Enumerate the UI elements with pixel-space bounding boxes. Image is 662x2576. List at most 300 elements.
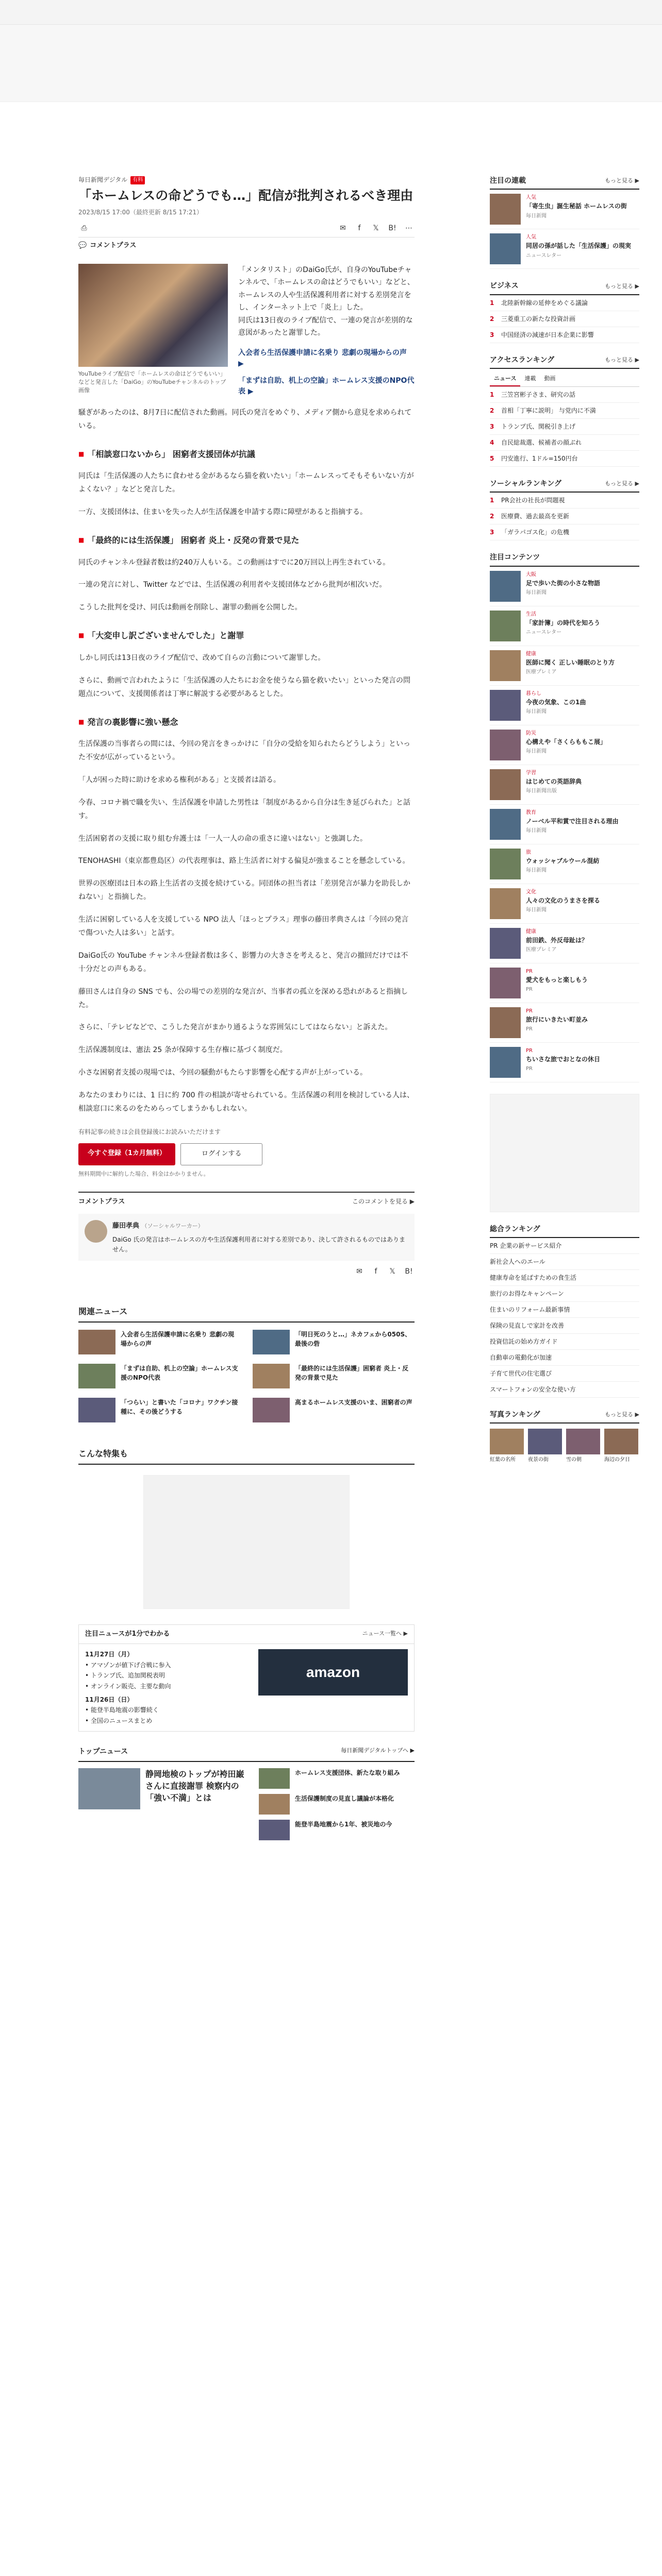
sidebar-list-item[interactable] (490, 435, 639, 451)
sidebar-more-link[interactable]: もっと見る ▶ (605, 282, 639, 290)
article-date: 2023/8/15 17:00（最終更新 8/15 17:21） (78, 208, 203, 216)
commenter-meta: （ソーシャルワーカー） (141, 1223, 204, 1230)
sidebar-list-block (490, 478, 639, 540)
ranking-tab[interactable]: ニュース (490, 372, 520, 386)
top-news-sub-thumb[interactable] (259, 1794, 290, 1815)
sidebar-feature-title[interactable]: 「家計簿」の時代を知ろう (526, 619, 601, 626)
top-news-header (78, 1746, 415, 1761)
top-news-sub-item[interactable] (259, 1820, 415, 1840)
sidebar-feature-source: 毎日新聞 (526, 827, 547, 834)
related-news-thumb[interactable] (253, 1364, 290, 1388)
commenter-name: 藤田孝典 (112, 1222, 140, 1230)
sidebar-list-item[interactable] (490, 1318, 639, 1334)
photo-ranking-thumb[interactable] (528, 1429, 562, 1454)
rank-number: 3 (490, 422, 494, 430)
top-news-main-title[interactable]: 静岡地検のトップが袴田巌さんに直接謝罪 検察内の「強い不満」とは (145, 1769, 244, 1803)
article-paragraph: 同氏のチャンネル登録者数は約240万人もいる。この動画はすでに20万回以上再生されている。 (78, 558, 390, 567)
section-marker-icon: ■ (78, 718, 85, 725)
sidebar-block-title: ビジネス (490, 282, 519, 291)
sidebar-feature-text (526, 928, 588, 959)
sidebar-list-item[interactable] (490, 1302, 639, 1318)
comment-plus-header[interactable] (78, 241, 415, 251)
sidebar-block-header (490, 1224, 639, 1238)
sidebar-list-item-text[interactable]: 健康寿命を延ばすための食生活 (490, 1274, 577, 1281)
sidebar (490, 175, 639, 1464)
related-news-item[interactable] (78, 1398, 240, 1422)
sidebar-feature-kicker: 防災 (526, 730, 536, 736)
sidebar-feature-title[interactable]: 心構えや「さくらももこ展」 (526, 738, 607, 745)
sidebar-feature-text (526, 888, 600, 919)
sidebar-list-item-text[interactable]: 投資信託の始め方ガイド (490, 1337, 558, 1345)
top-news-sub-item[interactable] (259, 1794, 415, 1815)
sidebar-block-header (490, 1409, 639, 1423)
top-news-sub-thumb[interactable] (259, 1820, 290, 1840)
comment-plus-more-link[interactable]: このコメントを見る ▶ (352, 1198, 415, 1206)
sidebar-feature-thumb[interactable] (490, 611, 521, 641)
related-news-title[interactable]: 「つらい」と書いた「コロナ」ワクチン接種に、その後どうする (121, 1399, 238, 1416)
sidebar-block-header (490, 354, 639, 369)
sidebar-list-item-text[interactable]: 「ガラパゴス化」の危機 (501, 529, 570, 536)
related-news-item[interactable] (253, 1398, 415, 1422)
timeline-item[interactable]: • 全国のニュースまとめ (85, 1717, 153, 1724)
related-news-item[interactable] (78, 1364, 240, 1388)
top-news-sub-thumb[interactable] (259, 1768, 290, 1789)
main-column (78, 175, 415, 1845)
paid-badge: 有料 (130, 176, 145, 184)
rank-number: 2 (490, 513, 494, 520)
sidebar-feature-source: 毎日新聞 (526, 213, 547, 219)
top-news-main[interactable] (78, 1768, 249, 1845)
comment-plus-box (78, 1192, 415, 1261)
sidebar-feature-thumb[interactable] (490, 968, 521, 998)
sidebar-feature-title[interactable]: 前田鉄、外反母趾は？ (526, 936, 588, 944)
sidebar-feature-item[interactable] (490, 725, 639, 765)
photo-ranking-item[interactable] (528, 1429, 562, 1464)
commenter-avatar (85, 1220, 107, 1243)
sidebar-feature-title[interactable]: 「寄生虫」誕生秘話 ホームレスの街 (526, 202, 627, 210)
in-article-ad[interactable] (143, 1475, 350, 1609)
sidebar-list-item-text[interactable]: 三笠宮彬子さま、研究の話 (501, 391, 576, 398)
kicker-source[interactable]: 毎日新聞デジタル (78, 176, 128, 183)
sidebar-list-item[interactable] (490, 493, 639, 509)
timeline-more-link[interactable]: ニュース一覧へ ▶ (362, 1630, 408, 1637)
photo-ranking-caption[interactable]: 雪の朝 (566, 1457, 582, 1463)
related-news-title[interactable]: 「明日死のうと…」ネカフェから050S、最後の砦 (295, 1331, 411, 1348)
sidebar-feature-item[interactable] (490, 229, 639, 269)
article-paragraph: 同氏は「生活保護の人たちに食わせる金があるなら猫を救いたい」「ホームレスってそもそもいない方がよくない？」などと発言した。 (78, 472, 414, 494)
sidebar-feature-item[interactable] (490, 963, 639, 1003)
article-paragraph: 生活困窮者の支援に取り組む弁護士は「一人一人の命の重さに違いはない」と強調した。 (78, 834, 367, 843)
sidebar-feature-kicker: 暮らし (526, 690, 541, 697)
paywall-buttons (78, 1143, 415, 1165)
sidebar-feature-text (526, 650, 615, 681)
sidebar-feature-title[interactable]: 同居の孫が話した「生活保護」の現実 (526, 242, 632, 250)
sidebar-feature-text (526, 571, 600, 602)
article-paragraph: さらに、動画で言われたように「生活保護の人たちにお金を使うなら猫を救いたい」といった発言の問題点について、支援関係者は丁寧に解説する必要があるとした。 (78, 676, 410, 698)
top-news-more-link[interactable]: 毎日新聞デジタルトップへ ▶ (341, 1747, 415, 1754)
related-news-thumb[interactable] (253, 1398, 290, 1422)
timeline-list (85, 1649, 171, 1726)
sidebar-feature-thumb[interactable] (490, 1047, 521, 1078)
sidebar-list-item-text[interactable]: 医療費、過去最高を更新 (501, 513, 570, 520)
sidebar-feature-item[interactable] (490, 1003, 639, 1043)
sidebar-list (490, 387, 639, 467)
share-bar (78, 223, 415, 238)
sidebar-feature-thumb[interactable] (490, 650, 521, 681)
comment-plus-label: コメントプラス (90, 242, 137, 250)
sidebar-feature-thumb[interactable] (490, 730, 521, 760)
comment-plus-box-header (78, 1197, 415, 1208)
photo-ranking-item[interactable] (490, 1429, 524, 1464)
comment-icon: 💬 (78, 242, 87, 250)
sidebar-feature-item[interactable] (490, 924, 639, 963)
inline-related-links (238, 348, 415, 397)
sidebar-block-header (490, 478, 639, 493)
section-marker-icon: ■ (78, 536, 85, 544)
sidebar-more-link[interactable]: もっと見る ▶ (605, 480, 639, 487)
sidebar-feature-text (526, 849, 600, 879)
timeline-date: 11月27日（月） (85, 1651, 134, 1658)
lead-paragraph: 同氏は13日夜のライブ配信で、一連の発言が差別的な意図があったと謝罪した。 (238, 316, 413, 337)
sidebar-more-link[interactable]: もっと見る ▶ (605, 1411, 639, 1418)
sidebar-feature-source: ニュースレター (526, 252, 562, 259)
sidebar-feature-text (526, 769, 582, 800)
sidebar-list-item[interactable] (490, 1270, 639, 1286)
article-paragraph: あなたのまわりには、1 日に約 700 件の相談が寄せられている。生活保護の利用を検討している人は、相談窓口に来るのをためらってしまうかもしれない。 (78, 1091, 414, 1113)
facebook-icon[interactable]: f (374, 1267, 377, 1276)
lead-photo[interactable] (78, 264, 228, 397)
article-paragraph: しかし同氏は13日夜のライブ配信で、改めて自らの言動について謝罪した。 (78, 653, 325, 662)
sidebar-block-title: 注目の連載 (490, 177, 526, 185)
comment-plus-title: コメントプラス (78, 1198, 125, 1206)
top-news-sub-item[interactable] (259, 1768, 415, 1789)
photo-ranking-thumb[interactable] (604, 1429, 638, 1454)
x-icon[interactable]: 𝕏 (373, 224, 379, 232)
sidebar-list-item[interactable] (490, 1350, 639, 1366)
related-news-title[interactable]: 「まずは自助、机上の空論」ホームレス支援のNPO代表 (121, 1365, 238, 1382)
article-paragraph: 一方、支援団体は、住まいを失った人が生活保護を申請する際に障壁があると指摘する。 (78, 508, 367, 517)
sidebar-pr-list (490, 1224, 639, 1398)
sidebar-feature-text (526, 194, 627, 225)
sidebar-serial (490, 175, 639, 269)
sidebar-list-block (490, 354, 639, 467)
sidebar-list-item[interactable] (490, 327, 639, 343)
sidebar-feature-title[interactable]: 今夜の気象、この1曲 (526, 698, 586, 706)
sidebar-list-item-text[interactable]: 保険の見直しで家計を改善 (490, 1321, 565, 1329)
sidebar-feature-title[interactable]: ちいさな旅でおとなの休日 (526, 1055, 601, 1063)
sidebar-more-link[interactable]: もっと見る ▶ (605, 177, 639, 184)
article-paragraph: 騒ぎがあったのは、8月7日に配信された動画。同氏の発言をめぐり、メディア側から意見を求められている。 (78, 408, 412, 430)
sidebar-list-item[interactable] (490, 403, 639, 419)
sidebar-feature-thumb[interactable] (490, 1007, 521, 1038)
section-heading (78, 534, 415, 547)
sidebar-list-item-text[interactable]: 中国経済の減速が日本企業に影響 (501, 331, 594, 338)
sidebar-feature-item[interactable] (490, 844, 639, 884)
sidebar-feature-item[interactable] (490, 686, 639, 725)
login-button[interactable]: ログインする (180, 1143, 262, 1165)
section-marker-icon: ■ (78, 450, 85, 457)
sidebar-list-item-text[interactable]: 三菱重工の新たな投資計画 (501, 315, 576, 323)
sidebar-ad[interactable] (490, 1094, 639, 1212)
sidebar-list-item[interactable] (490, 524, 639, 540)
sidebar-feature-thumb[interactable] (490, 769, 521, 800)
article-paragraph: 藤田さんは自身の SNS でも、公の場での差別的な発言が、当事者の孤立を深める恐れがあると指摘した。 (78, 987, 408, 1009)
sidebar-feature-title[interactable]: 医師に聞く 正しい睡眠のとり方 (526, 658, 615, 666)
article-kicker (78, 175, 415, 185)
sidebar-list-item-text[interactable]: PR 企業の新サービス紹介 (490, 1242, 562, 1249)
section-heading (78, 716, 415, 729)
rank-number: 1 (490, 497, 494, 504)
sidebar-list-item[interactable] (490, 387, 639, 403)
sidebar-feature-thumb[interactable] (490, 571, 521, 602)
sidebar-list-item[interactable] (490, 1334, 639, 1350)
related-news-thumb[interactable] (78, 1364, 115, 1388)
sidebar-feature-kicker: 大阪 (526, 571, 536, 578)
photo-ranking-item[interactable] (566, 1429, 600, 1464)
sidebar-feature-source: 毎日新聞出版 (526, 788, 557, 794)
sidebar-feature-source: PR (526, 986, 533, 992)
inline-related-link[interactable]: 入会者ら生活保護申請に名乗り 悲劇の現場からの声 ▶ (238, 348, 407, 368)
sidebar-block-header (490, 280, 639, 295)
rank-number: 2 (490, 406, 494, 414)
ranking-tab[interactable]: 動画 (544, 375, 556, 382)
photo-ranking-strip (490, 1429, 639, 1464)
sidebar-feature-item[interactable] (490, 190, 639, 229)
paywall-small-note: 無料期間中に解約した場合、料金はかかりません。 (78, 1170, 209, 1177)
x-icon[interactable]: 𝕏 (389, 1267, 395, 1276)
timeline-header (79, 1625, 414, 1645)
article-paragraph: 生活保護の当事者らの間には、今回の発言をきっかけに「自分の受給を知られたらどうしよう」といった不安が広がっているという。 (78, 740, 410, 761)
sidebar-feature-kicker: PR (526, 1047, 533, 1054)
sidebar-block-title: 写真ランキング (490, 1410, 540, 1419)
sidebar-feature-item[interactable] (490, 884, 639, 924)
sidebar-feature-title[interactable]: ウォッシャブルウール混紡 (526, 857, 600, 865)
timeline-item[interactable]: • アマゾンが値下げ合戦に参入 (85, 1661, 171, 1669)
sidebar-feature-title[interactable]: 人々の文化のうまさを探る (526, 896, 601, 904)
article-paragraph: さらに、「テレビなどで、こうした発言がまかり通るような雰囲気にしてはならない」と訴えた。 (78, 1023, 392, 1032)
sidebar-feature-title[interactable]: 愛犬をもっと楽しもう (526, 976, 588, 984)
section-heading (78, 448, 415, 461)
sidebar-list-item[interactable] (490, 311, 639, 327)
sidebar-feature-source: PR (526, 1026, 533, 1032)
rank-number: 3 (490, 529, 494, 536)
sidebar-list-item-text[interactable]: 旅行のお得なキャンペーン (490, 1290, 564, 1297)
sidebar-list-block (490, 280, 639, 343)
article-title: 「ホームレスの命どうでも…」配信が批判されるべき理由 (78, 188, 413, 204)
article-paragraph: 一連の発言に対し、Twitter などでは、生活保護の利用者や支援団体などから批判が相次いだ。 (78, 581, 387, 589)
sidebar-feature-text (526, 611, 600, 641)
sidebar-feature-text (526, 730, 606, 760)
sidebar-list-item-text[interactable]: 北陸新幹線の延伸をめぐる議論 (501, 299, 588, 307)
related-news-thumb[interactable] (78, 1398, 115, 1422)
lead-paragraph: 「メンタリスト」のDaiGo氏が、自身のYouTubeチャンネルで、「ホームレスの命はどうでもいい」などと、ホームレスの人や生活保護利用者に対する差別発言をし、インターネット上で「炎上」した。 (238, 265, 415, 312)
rank-number: 1 (490, 299, 494, 307)
section-heading-text: 「最終的には生活保護」 困窮者 炎上・反発の背景で見た (87, 535, 300, 545)
article-paragraph: 世界の医療団は日本の路上生活者の支援を続けている。同団体の担当者は「差別発言が暴力を助長しかねない」と指摘した。 (78, 879, 410, 902)
sidebar-list-item[interactable] (490, 1382, 639, 1398)
related-news-title: 関連ニュース (78, 1305, 415, 1323)
sidebar-feature-source: 毎日新聞 (526, 867, 547, 873)
related-news-item[interactable] (253, 1364, 415, 1388)
sidebar-feature-kicker: 旅 (526, 849, 531, 855)
ranking-tab[interactable]: 連載 (524, 375, 536, 382)
sidebar-feature-kicker: 学習 (526, 770, 536, 776)
sidebar-block-title: 総合ランキング (490, 1225, 540, 1233)
section-heading-text: 「大変申し訳ございませんでした」と謝罪 (87, 631, 244, 641)
sidebar-list-item[interactable] (490, 1286, 639, 1302)
related-news-title[interactable]: 「最終的には生活保護」困窮者 炎上・反発の背景で見た (295, 1365, 409, 1382)
sidebar-feature-thumb[interactable] (490, 233, 521, 264)
photo-ranking-thumb[interactable] (566, 1429, 600, 1454)
sidebar-block-title: ソーシャルランキング (490, 479, 562, 488)
more-share-icon[interactable]: ⋯ (405, 224, 412, 232)
sidebar-more-link[interactable]: もっと見る ▶ (605, 357, 639, 364)
photo-ranking-caption[interactable]: 紅葉の名所 (490, 1457, 516, 1463)
amazon-ad[interactable]: amazon (258, 1649, 408, 1696)
article-paragraph: 今春、コロナ禍で職を失い、生活保護を申請した男性は「制度があるから自分は生き延びられた」と話す。 (78, 798, 410, 820)
lead-photo-image[interactable] (78, 264, 228, 367)
sidebar-list-item[interactable] (490, 1366, 639, 1382)
sidebar-feature-text (526, 233, 631, 264)
photo-ranking-caption[interactable]: 夜景の街 (528, 1457, 549, 1463)
sidebar-feature-thumb[interactable] (490, 690, 521, 721)
sidebar-feature-item[interactable] (490, 646, 639, 686)
sidebar-list-item-text[interactable]: 住まいのリフォーム最新事情 (490, 1306, 570, 1313)
sidebar-feature-source: ニュースレター (526, 629, 562, 635)
related-news-thumb[interactable] (78, 1330, 115, 1354)
sidebar-list-item[interactable] (490, 1254, 639, 1270)
timeline-item[interactable]: • 能登半島地震の影響続く (85, 1706, 159, 1714)
photo-ranking-item[interactable] (604, 1429, 638, 1464)
sidebar-feature-source: 毎日新聞 (526, 589, 547, 596)
sidebar-feature-source: 毎日新聞 (526, 708, 547, 715)
sidebar-feature-kicker: 健康 (526, 928, 536, 935)
sidebar-feature-text (526, 968, 588, 998)
sidebar-list-item-text[interactable]: 円安進行、1ドル=150円台 (501, 454, 578, 462)
sidebar-feature-item[interactable] (490, 1043, 639, 1082)
sidebar-feature-thumb[interactable] (490, 809, 521, 840)
sidebar-list-item[interactable] (490, 509, 639, 524)
timeline-item[interactable]: • オンライン販売、主要な動向 (85, 1682, 171, 1690)
sidebar-content (490, 552, 639, 1082)
sidebar-list-item-text[interactable]: PR会社の社長が問題視 (501, 497, 565, 504)
inline-related-link[interactable]: 「まずは自助、机上の空論」ホームレス支援のNPO代表 ▶ (238, 376, 415, 396)
sidebar-feature-item[interactable] (490, 765, 639, 805)
section-heading (78, 629, 415, 642)
print-icon[interactable]: ⎙ (81, 224, 87, 232)
top-news-sub-title[interactable]: 生活保護制度の見直し議論が本格化 (295, 1794, 394, 1802)
sidebar-feature-title[interactable]: ノーベル平和賞で注目される理由 (526, 817, 619, 825)
sidebar-feature-kicker: PR (526, 1008, 533, 1014)
sidebar-block-header (490, 175, 639, 190)
top-news-sub-title[interactable]: ホームレス支援団体、新たな取り組み (295, 1769, 400, 1776)
sidebar-feature-item[interactable] (490, 606, 639, 646)
hatena-bookmark-icon[interactable]: B! (405, 1267, 413, 1276)
sidebar-feature-item[interactable] (490, 805, 639, 844)
photo-ranking-thumb[interactable] (490, 1429, 524, 1454)
related-news-title[interactable]: 入会者ら生活保護申請に名乗り 悲劇の現場からの声 (121, 1331, 235, 1348)
sidebar-list-item-text[interactable]: 首相「丁寧に説明」 与党内に不満 (501, 406, 596, 414)
sidebar-list (490, 493, 639, 540)
rank-number: 3 (490, 331, 494, 338)
sidebar-feature-title[interactable]: 足で歩いた街の小さな物語 (526, 579, 601, 587)
article-paragraph: 生活に困窮している人を支援している NPO 法人「ほっとプラス」理事の藤田孝典さんは「今回の発言で傷ついた人は多い」と話す。 (78, 916, 409, 937)
sidebar-feature-title[interactable]: はじめての英語辞典 (526, 777, 582, 785)
sidebar-list-item-text[interactable]: 新社会人へのエール (490, 1258, 545, 1265)
section-heading-text: 「相談窓口ないから」 困窮者支援団体が抗議 (87, 449, 255, 459)
photo-ranking-caption[interactable]: 海辺の夕日 (604, 1457, 630, 1463)
sidebar-photo-ranking (490, 1409, 639, 1464)
facebook-icon[interactable]: f (358, 224, 361, 232)
sidebar-feature-kicker: 人気 (526, 195, 536, 201)
hatena-bookmark-icon[interactable]: B! (388, 224, 396, 232)
sidebar-feature-kicker: 健康 (526, 651, 536, 657)
top-news-row (78, 1768, 415, 1845)
related-news-item[interactable] (78, 1330, 240, 1354)
section-heading-text: 発言の裏影響に強い懸念 (87, 717, 178, 727)
timeline-item[interactable]: • トランプ氏、追加関税表明 (85, 1672, 165, 1680)
comment-text: DaiGo 氏の発言はホームレスの方や生活保護利用者に対する差別であり、決して許されるものではありません。 (112, 1236, 406, 1253)
ranking-tabs (490, 372, 639, 387)
sidebar-feature-thumb[interactable] (490, 888, 521, 919)
top-news-sub-list (259, 1768, 415, 1845)
top-news-main-thumb[interactable] (78, 1768, 140, 1809)
sidebar-feature-item[interactable] (490, 567, 639, 606)
article-paragraph: こうした批判を受け、同氏は動画を削除し、謝罪の動画を公開した。 (78, 603, 302, 612)
sidebar-feature-thumb[interactable] (490, 849, 521, 879)
sidebar-block-title: アクセスランキング (490, 355, 555, 364)
global-header (0, 0, 662, 25)
sidebar-list-item-text[interactable]: 自動車の電動化が加速 (490, 1353, 552, 1361)
sidebar-feature-title[interactable]: 旅行にいきたい町並み (526, 1015, 588, 1023)
comment-item[interactable] (78, 1214, 415, 1261)
related-news-title[interactable]: 高まるホームレス支援のいま、困窮者の声 (295, 1399, 412, 1406)
paywall-note: 有料記事の続きは会員登録後にお読みいただけます (78, 1128, 221, 1136)
sidebar-feature-kicker: 生活 (526, 611, 536, 617)
mail-icon[interactable]: ✉ (356, 1267, 362, 1276)
sidebar-list-item[interactable] (490, 295, 639, 311)
register-button[interactable]: 今すぐ登録（1カ月無料） (78, 1143, 175, 1165)
rank-number: 4 (490, 438, 494, 446)
sidebar-list-item[interactable] (490, 419, 639, 435)
rank-number: 2 (490, 315, 494, 323)
sidebar-list-item-text[interactable]: トランプ氏、関税引き上げ (501, 422, 576, 430)
sidebar-feature-source: 毎日新聞 (526, 748, 547, 754)
sidebar-list-item[interactable] (490, 1238, 639, 1254)
feature-title: こんな特集も (78, 1447, 415, 1465)
sidebar-list-item-text[interactable]: 子育て世代の住宅選び (490, 1369, 552, 1377)
sidebar-feature-kicker: 教育 (526, 809, 536, 816)
top-news-sub-title[interactable]: 能登半島地震から1年、被災地の今 (295, 1820, 392, 1828)
sidebar-feature-text (526, 690, 586, 721)
article-lead (78, 264, 415, 397)
related-news-item[interactable] (253, 1330, 415, 1354)
sidebar-list-item-text[interactable]: スマートフォンの安全な使い方 (490, 1385, 576, 1393)
article-paragraph: DaiGo氏の YouTube チャンネル登録者数は多く、影響力の大きさを考えると、発言の撤回だけでは不十分だとの声もある。 (78, 951, 408, 973)
sidebar-feature-source: 医療プレミア (526, 946, 557, 953)
related-news-thumb[interactable] (253, 1330, 290, 1354)
sidebar-feature-thumb[interactable] (490, 928, 521, 959)
lead-text (238, 264, 415, 397)
sidebar-list-item[interactable] (490, 451, 639, 467)
sidebar-feature-thumb[interactable] (490, 194, 521, 225)
top-ad-banner[interactable] (0, 25, 662, 102)
sidebar-feature-source: 医療プレミア (526, 669, 557, 675)
article-body (78, 406, 415, 1116)
sidebar-list-item-text[interactable]: 自民総裁選、候補者の顔ぶれ (501, 438, 582, 446)
mail-icon[interactable]: ✉ (340, 224, 346, 232)
share-icons (354, 1266, 415, 1277)
